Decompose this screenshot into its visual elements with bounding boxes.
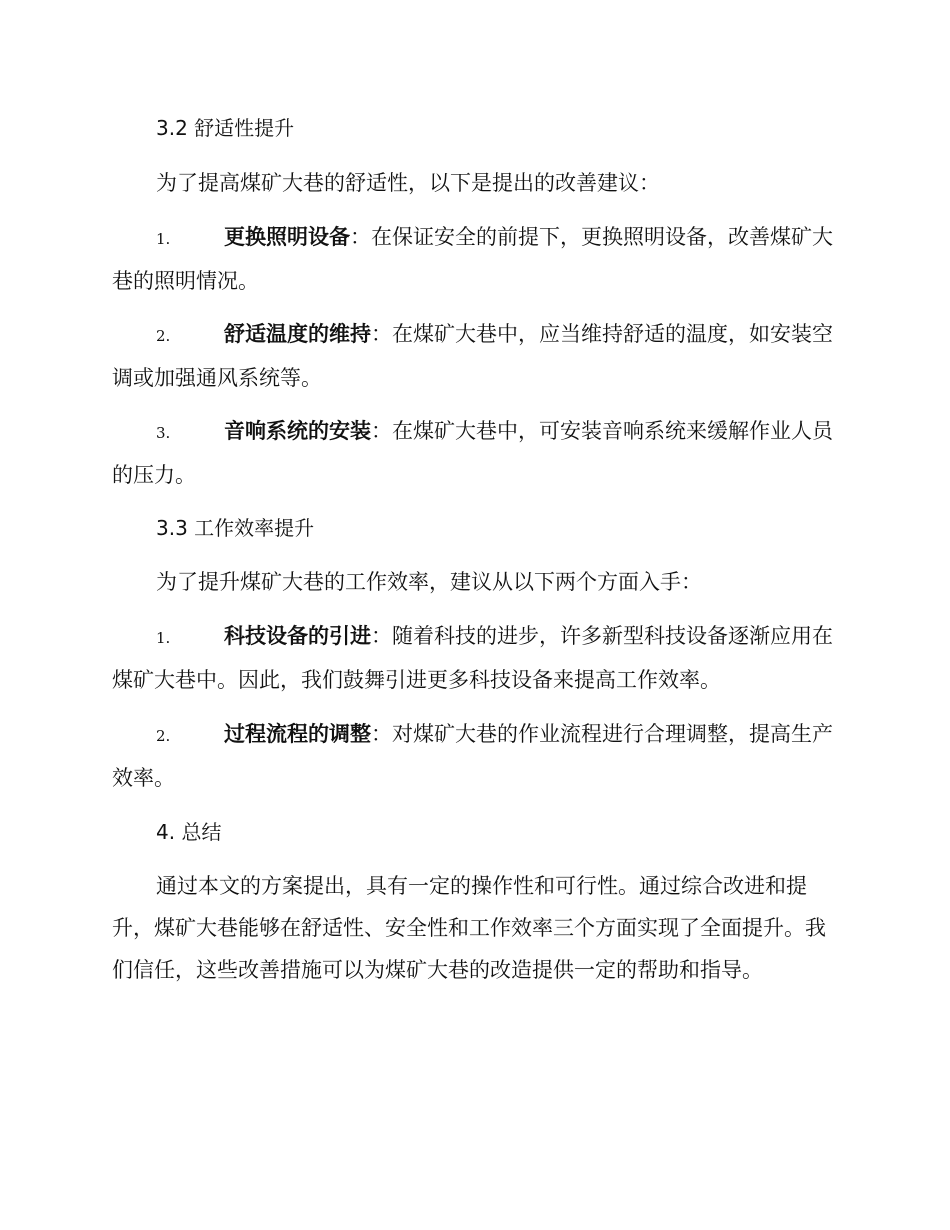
list-item-number: 2. — [156, 327, 171, 345]
section-3-2-intro: 为了提高煤矿大巷的舒适性，以下是提出的改善建议： — [156, 171, 660, 195]
list-item-number: 1. — [156, 629, 171, 647]
list-item — [112, 313, 836, 399]
list-item-term: 更换照明设备 — [224, 225, 350, 249]
list-item — [112, 410, 836, 496]
section-heading-4: 4. 总结 — [156, 820, 222, 844]
list-item-term: 舒适温度的维持 — [224, 322, 371, 346]
list-item-text: ：在煤矿大巷中，应当维持舒适的温度，如安装空调或加强通风系统等。 — [112, 322, 833, 390]
list-item-text: ：在煤矿大巷中，可安装音响系统来缓解作业人员的压力。 — [112, 419, 833, 487]
list-item — [112, 615, 836, 701]
list-item-number: 1. — [156, 230, 171, 248]
list-item-term: 音响系统的安装 — [224, 419, 371, 443]
section-3-3-intro: 为了提升煤矿大巷的工作效率，建议从以下两个方面入手： — [156, 570, 702, 594]
list-item-number: 2. — [156, 727, 171, 745]
list-item-text: ：对煤矿大巷的作业流程进行合理调整，提高生产效率。 — [112, 722, 833, 790]
list-item-text: ：随着科技的进步，许多新型科技设备逐渐应用在煤矿大巷中。因此，我们鼓舞引进更多科技设备来提高工作效率。 — [112, 624, 833, 692]
list-item — [112, 216, 836, 302]
list-item-text: ：在保证安全的前提下，更换照明设备，改善煤矿大巷的照明情况。 — [112, 225, 833, 293]
section-heading-3-2: 3.2 舒适性提升 — [156, 116, 295, 140]
section-heading-3-3: 3.3 工作效率提升 — [156, 516, 315, 540]
list-item-term: 过程流程的调整 — [224, 722, 371, 746]
list-item-number: 3. — [156, 424, 171, 442]
list-item — [112, 713, 836, 799]
list-item-term: 科技设备的引进 — [224, 624, 371, 648]
summary-paragraph: 通过本文的方案提出，具有一定的操作性和可行性。通过综合改进和提升，煤矿大巷能够在舒适性、安全性和工作效率三个方面实现了全面提升。我们信任，这些改善措施可以为煤矿大巷的改造提供一定的帮助和指导。 — [112, 874, 826, 982]
